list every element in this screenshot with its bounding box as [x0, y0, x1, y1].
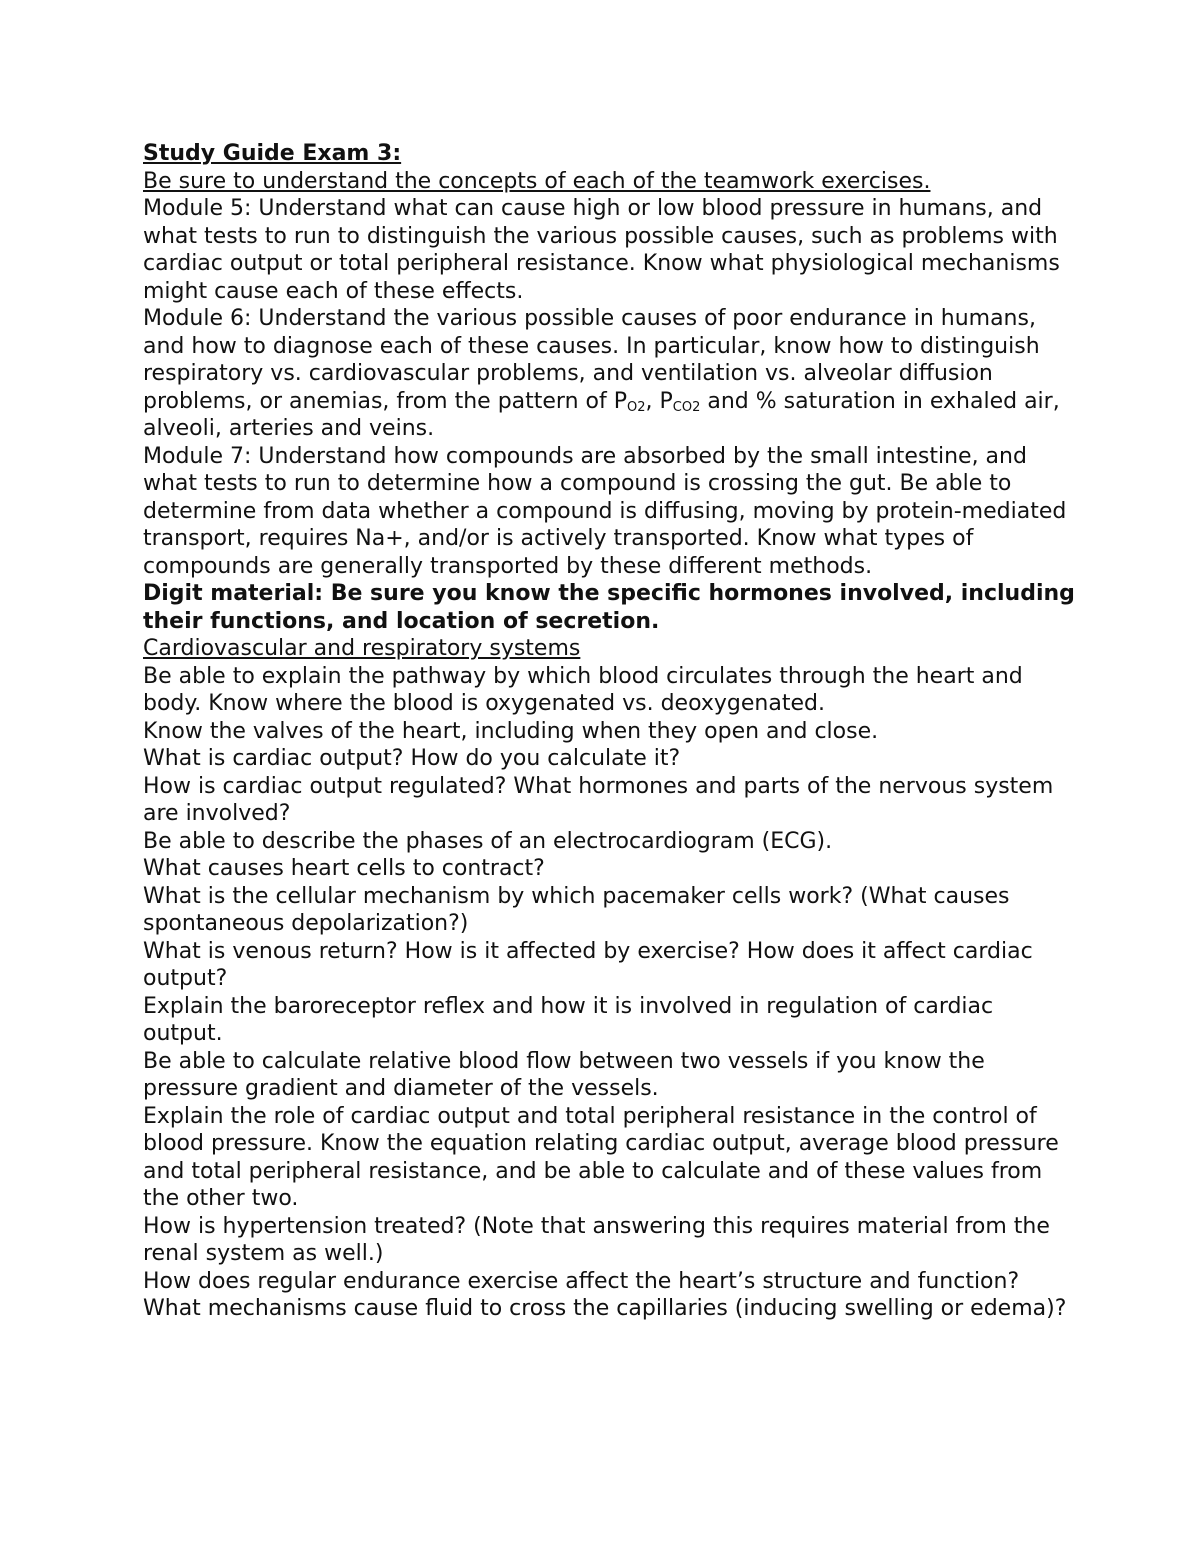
digit-material-note: Digit material: Be sure you know the specific hormones involved, including their functions, and location of secretion. — [143, 581, 1075, 634]
module-5-paragraph: Module 5: Understand what can cause high or low blood pressure in humans, and what tests to run to distinguish the various possible causes, such as problems with cardiac output or total peripheral resistance. Know what physiological mechanisms might cause each of these effects. — [143, 196, 1060, 304]
document-page — [143, 140, 1078, 1323]
study-item: Be able to describe the phases of an electrocardiogram (ECG). — [143, 828, 833, 854]
section-heading: Cardiovascular and respiratory systems — [143, 636, 581, 661]
study-item: Explain the role of cardiac output and total peripheral resistance in the control of blood pressure. Know the equation relating cardiac output, average blood pressure and total peripheral resistance, and be able to calculate and of these values from the other two. — [143, 1103, 1059, 1211]
intro-line: Be sure to understand the concepts of each of the teamwork exercises. — [143, 168, 931, 194]
study-item: How does regular endurance exercise affect the heart’s structure and function? — [143, 1268, 1020, 1294]
module-7-paragraph: Module 7: Understand how compounds are absorbed by the small intestine, and what tests to run to determine how a compound is crossing the gut. Be able to determine from data whether a compound is diffusing, moving by protein-mediated transport, requires Na+, and/or is actively transported. Know what types of compounds are generally transported by these different methods. — [143, 443, 1067, 579]
document-title: Study Guide Exam 3: — [143, 141, 402, 166]
study-item: Explain the baroreceptor reflex and how it is involved in regulation of cardiac output. — [143, 993, 994, 1046]
module-6-text-c: and % saturation in exhaled air, alveoli, arteries and veins. — [143, 388, 1060, 441]
study-item: What is cardiac output? How do you calculate it? — [143, 746, 681, 771]
study-item: What is the cellular mechanism by which pacemaker cells work? (What causes spontaneous depolarization?) — [143, 883, 1010, 936]
module-6-paragraph — [143, 305, 1078, 443]
study-item: What mechanisms cause fluid to cross the capillaries (inducing swelling or edema)? — [143, 1296, 1067, 1321]
module-6-text-b: , P — [645, 388, 673, 414]
pco2-subscript: CO2 — [672, 399, 701, 415]
study-item: How is hypertension treated? (Note that answering this requires material from the renal system as well.) — [143, 1213, 1050, 1266]
study-item: Be able to calculate relative blood flow between two vessels if you know the pressure gradient and diameter of the vessels. — [143, 1048, 985, 1101]
study-item: How is cardiac output regulated? What hormones and parts of the nervous system are involved? — [143, 773, 1054, 826]
study-item: Know the valves of the heart, including when they open and close. — [143, 718, 879, 744]
study-item: Be able to explain the pathway by which blood circulates through the heart and body. Know where the blood is oxygenated vs. deoxygenated. — [143, 663, 1023, 716]
study-item: What is venous return? How is it affected by exercise? How does it affect cardiac output? — [143, 938, 1033, 991]
module-6-text-a: Module 6: Understand the various possible causes of poor endurance in humans, and how to diagnose each of these causes. In particular, know how to distinguish respiratory vs. cardiovascular problems, and ventilation vs. alveolar diffusion problems, or anemias, from the pattern of P — [143, 306, 1040, 414]
po2-subscript: O2 — [627, 399, 646, 415]
study-item: What causes heart cells to contract? — [143, 856, 545, 881]
